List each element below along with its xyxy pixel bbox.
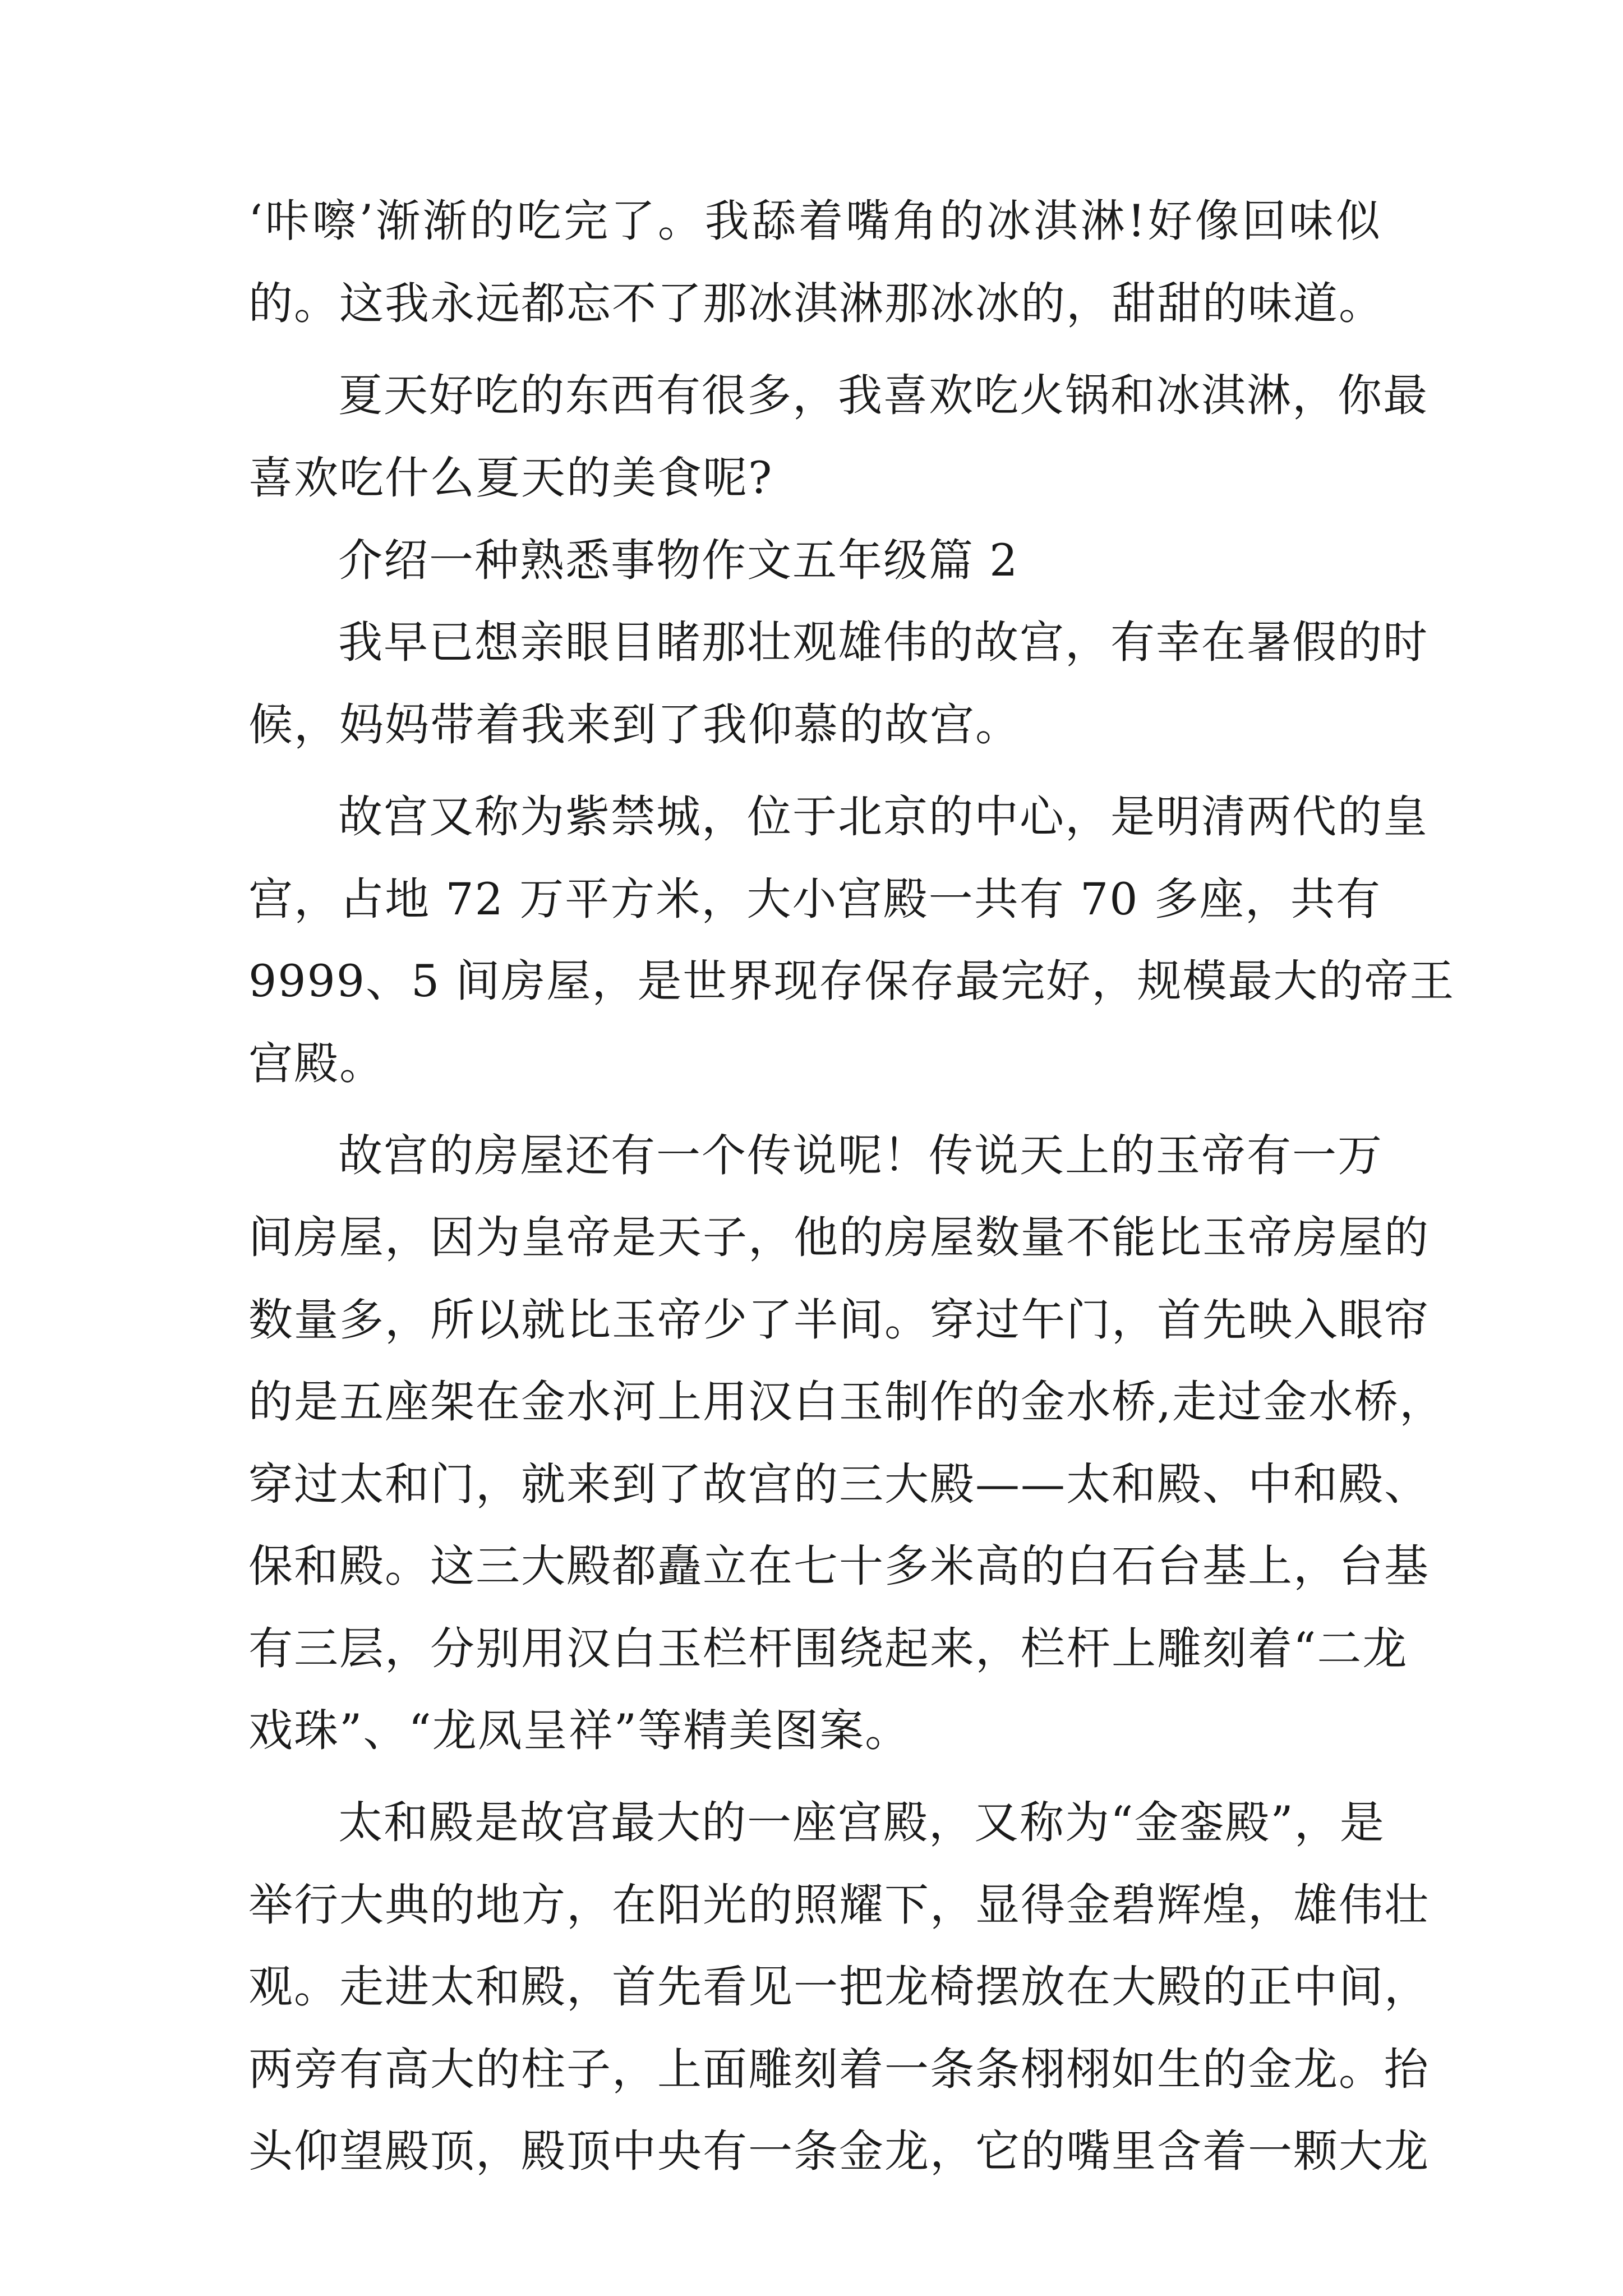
text-line-2: 的。这我永远都忘不了那冰淇淋那冰冰的，甜甜的味道。 [248,278,1384,329]
text-line-22: 观。走进太和殿，首先看见一把龙椅摆放在大殿的正中间， [248,1961,1430,2013]
text-line-11: 宫殿。 [248,1038,385,1089]
text-line-1: ‘咔嚓’渐渐的吃完了。我舔着嘴角的冰淇淋!好像回味似 [248,195,1381,247]
text-line-19: 戏珠”、“龙凤呈祥”等精美图案。 [248,1705,911,1756]
paragraph-start-line: 太和殿是故宫最大的一座宫殿，又称为“金銮殿”，是 [338,1797,1385,1848]
section-heading: 介绍一种熟悉事物作文五年级篇 2 [338,535,1019,586]
paragraph-start-line: 我早已想亲眼目睹那壮观雄伟的故宫，有幸在暑假的时 [338,616,1428,668]
text-line-21: 举行大典的地方，在阳光的照耀下，显得金碧辉煌，雄伟壮 [248,1879,1430,1931]
text-line-16: 穿过太和门，就来到了故宫的三大殿——太和殿、中和殿、 [248,1458,1430,1510]
text-line-14: 数量多，所以就比玉帝少了半间。穿过午门，首先映入眼帘 [248,1294,1430,1346]
text-line-24: 头仰望殿顶，殿顶中央有一条金龙，它的嘴里含着一颗大龙 [248,2125,1430,2177]
text-line-9: 宫，占地 72 万平方米，大小宫殿一共有 70 多座，共有 [248,873,1381,925]
text-line-4: 喜欢吃什么夏天的美食呢? [248,452,773,504]
text-line-18: 有三层，分别用汉白玉栏杆围绕起来，栏杆上雕刻着“二龙 [248,1623,1408,1674]
text-line-7: 候，妈妈带着我来到了我仰慕的故宫。 [248,699,1021,751]
text-line-13: 间房屋，因为皇帝是天子，他的房屋数量不能比玉帝房屋的 [248,1212,1430,1263]
paragraph-start-line: 夏天好吃的东西有很多，我喜欢吃火锅和冰淇淋，你最 [338,370,1428,421]
text-line-15: 的是五座架在金水河上用汉白玉制作的金水桥,走过金水桥， [248,1376,1445,1428]
paragraph-start-line: 故宫又称为紫禁城，位于北京的中心，是明清两代的皇 [338,791,1428,843]
paragraph-start-line: 故宫的房屋还有一个传说呢！传说天上的玉帝有一万 [338,1130,1383,1181]
text-line-23: 两旁有高大的柱子，上面雕刻着一条条栩栩如生的金龙。抬 [248,2044,1430,2095]
text-line-10: 9999、5 间房屋，是世界现存保存最完好，规模最大的帝王 [248,955,1455,1007]
text-line-17: 保和殿。这三大殿都矗立在七十多米高的白石台基上，台基 [248,1540,1430,1592]
